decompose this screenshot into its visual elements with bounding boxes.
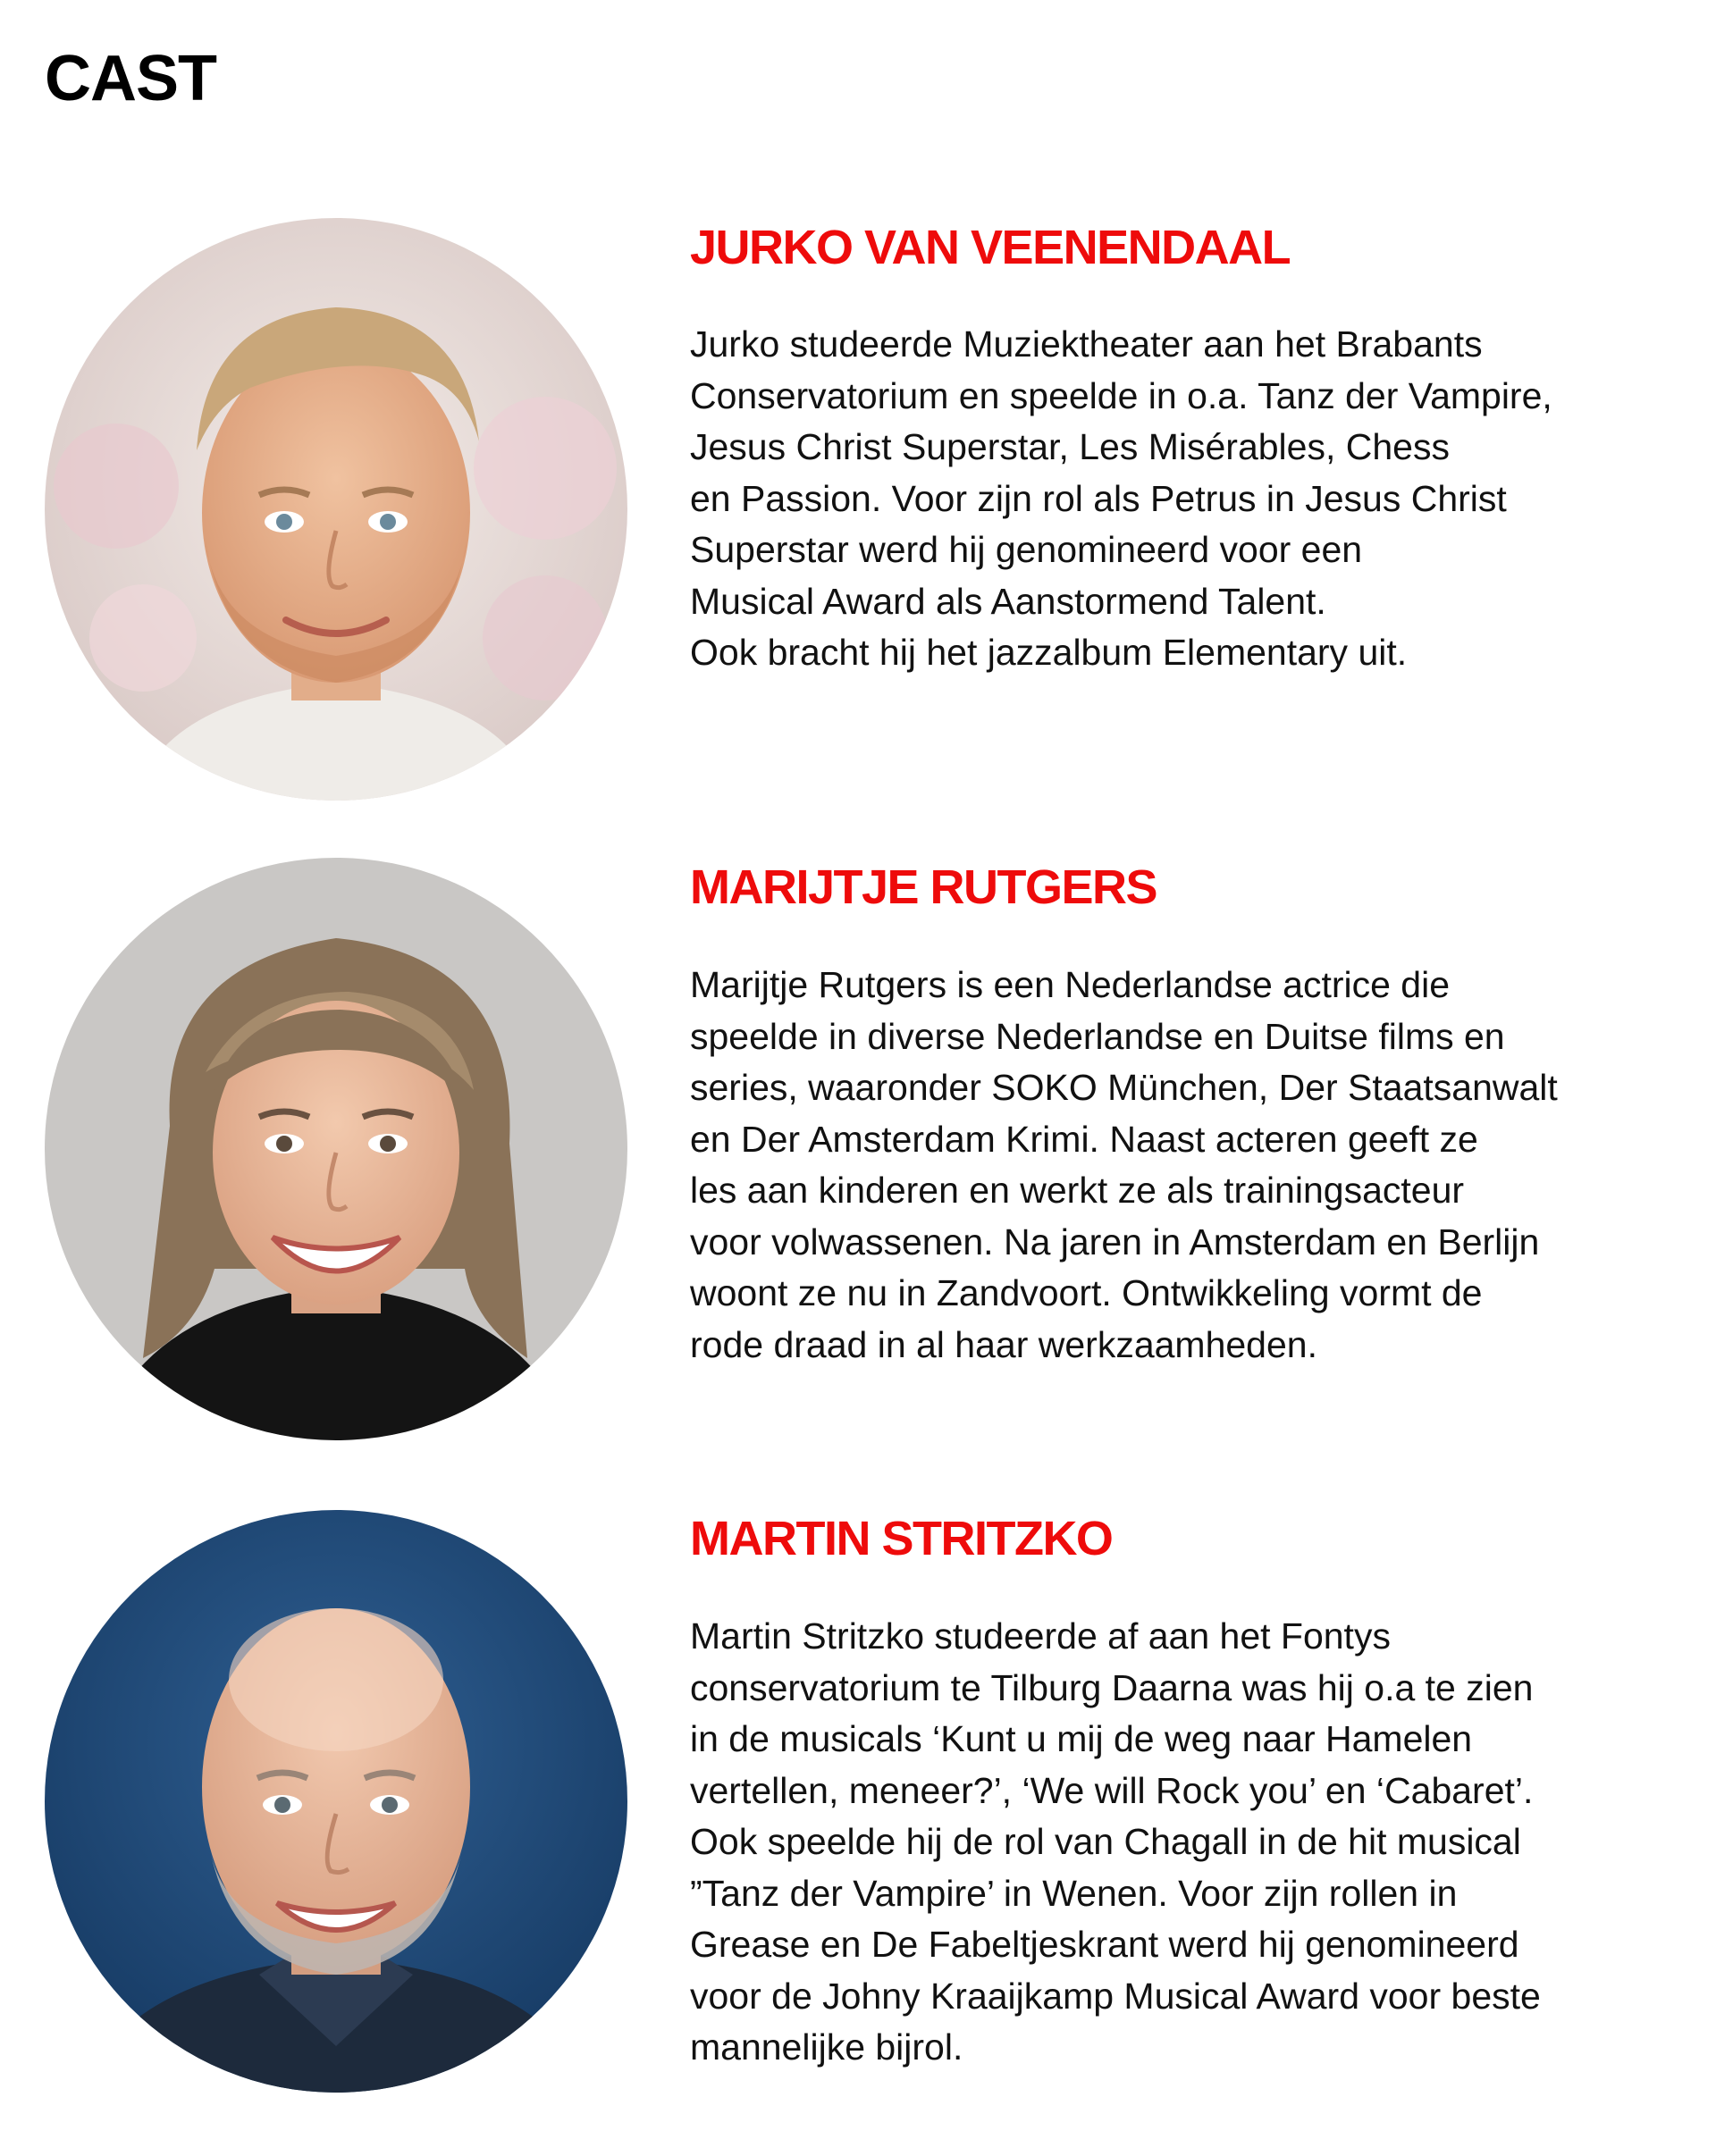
bio-line: woont ze nu in Zandvoort. Ontwikkeling vormt de	[690, 1272, 1483, 1313]
bio-line: ”Tanz der Vampire’ in Wenen. Voor zijn rollen in	[690, 1872, 1458, 1914]
bio-line: rode draad in al haar werkzaamheden.	[690, 1323, 1317, 1365]
bio-line: series, waaronder SOKO München, Der Staatsanwalt	[690, 1067, 1558, 1108]
bio-line: Martin Stritzko studeerde af aan het Fontys	[690, 1615, 1391, 1657]
bio-line: Superstar werd hij genomineerd voor een	[690, 529, 1363, 570]
bio-line: voor de Johny Kraaijkamp Musical Award voor beste	[690, 1975, 1541, 2017]
bio-line: mannelijke bijrol.	[690, 2026, 963, 2068]
cast-member-bio	[690, 1611, 1691, 2074]
bio-line: Ook bracht hij het jazzalbum Elementary uit.	[690, 632, 1408, 673]
bio-line: Marijtje Rutgers is een Nederlandse actrice die	[690, 964, 1451, 1005]
bio-line: vertellen, meneer?’, ‘We will Rock you’ en ‘Cabaret’.	[690, 1769, 1534, 1811]
portrait-photo	[45, 1510, 627, 2093]
bio-line: Jesus Christ Superstar, Les Misérables, Chess	[690, 426, 1450, 467]
portrait-photo	[45, 218, 627, 801]
cast-member-name: MARIJTJE RUTGERS	[690, 860, 1157, 914]
page-title: CAST	[45, 43, 216, 114]
cast-member-name: MARTIN STRITZKO	[690, 1512, 1113, 1565]
portrait-photo	[45, 858, 627, 1440]
bio-line: Jurko studeerde Muziektheater aan het Brabants	[690, 323, 1483, 365]
bio-line: speelde in diverse Nederlandse en Duitse films en	[690, 1015, 1505, 1057]
bio-line: in de musicals ‘Kunt u mij de weg naar Hamelen	[690, 1718, 1473, 1759]
bio-line: les aan kinderen en werkt ze als trainingsacteur	[690, 1170, 1465, 1211]
cast-member-bio	[690, 319, 1691, 679]
bio-line: en Der Amsterdam Krimi. Naast acteren geeft ze	[690, 1118, 1478, 1160]
bio-line: voor volwassenen. Na jaren in Amsterdam en Berlijn	[690, 1221, 1540, 1263]
bio-line: Musical Award als Aanstormend Talent.	[690, 580, 1326, 622]
bio-line: conservatorium te Tilburg Daarna was hij o.a te zien	[690, 1666, 1534, 1708]
bio-line: Conservatorium en speelde in o.a. Tanz der Vampire,	[690, 374, 1552, 416]
bio-line: Ook speelde hij de rol van Chagall in de hit musical	[690, 1821, 1521, 1862]
cast-member-bio	[690, 960, 1691, 1371]
bio-line: en Passion. Voor zijn rol als Petrus in Jesus Christ	[690, 477, 1507, 519]
bio-line: Grease en De Fabeltjeskrant werd hij genomineerd	[690, 1924, 1519, 1965]
cast-member-name: JURKO VAN VEENENDAAL	[690, 221, 1291, 274]
